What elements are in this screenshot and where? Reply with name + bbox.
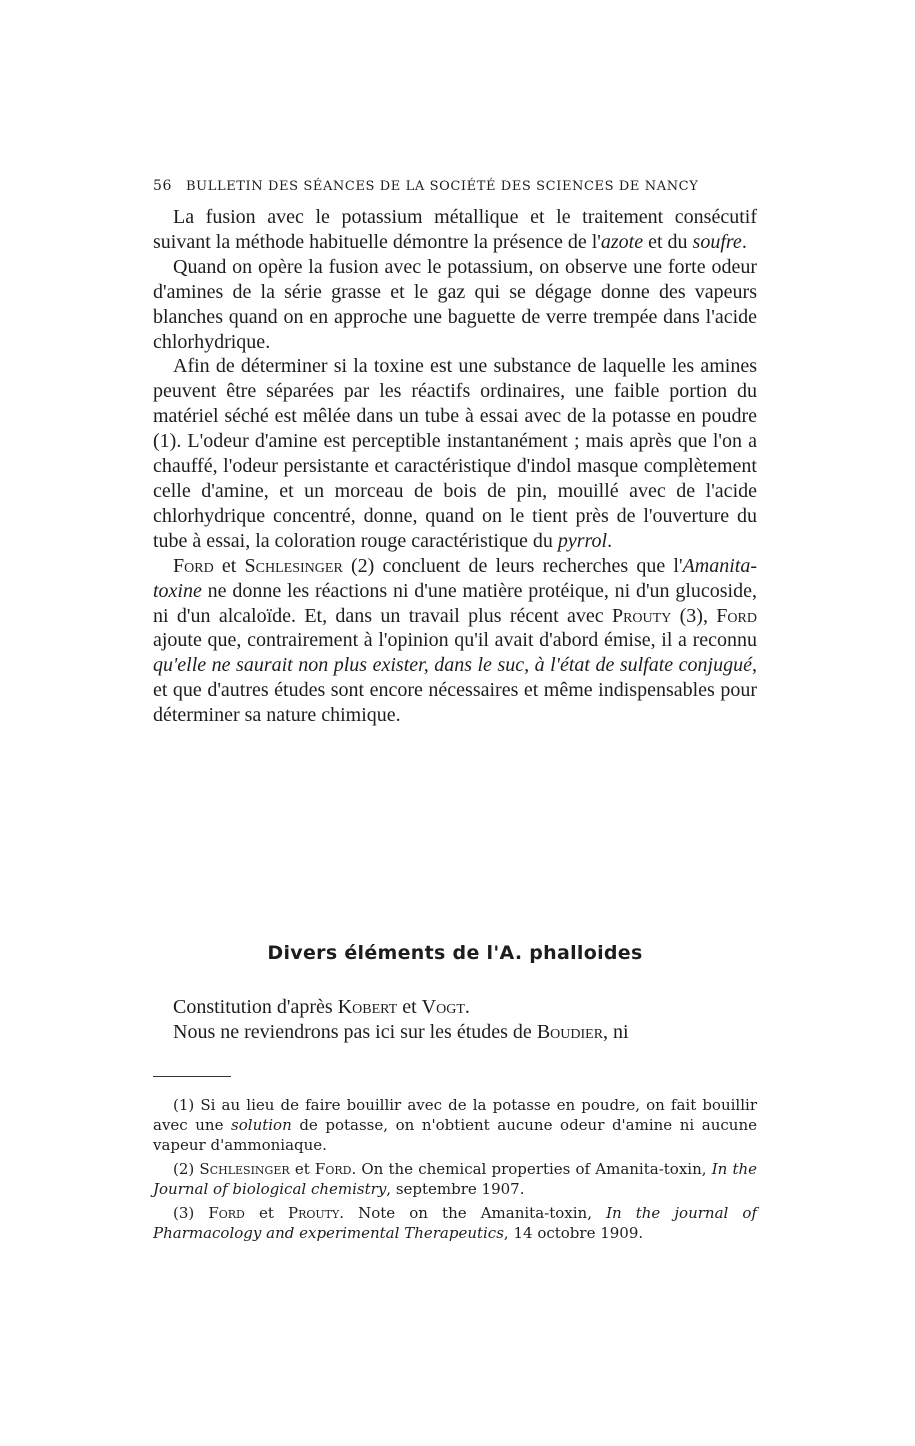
italic-run: solution [231, 1116, 292, 1134]
italic-run: soufre [692, 230, 742, 253]
paragraph-1 [153, 205, 757, 255]
text-run: (3), [671, 604, 717, 627]
text-run: Constitution d'après [173, 996, 338, 1018]
text-run: Nous ne reviendrons pas ici sur les études de [173, 1021, 537, 1043]
author-name: Ford [208, 1204, 245, 1222]
italic-run: In the journal of Pharmacology and experimental Therapeutics [153, 1204, 757, 1242]
text-run: . [464, 996, 470, 1018]
text-run: et [213, 554, 245, 577]
text-run: ajoute que, contrairement à l'opinion qu'il avait d'abord émise, il a reconnu [153, 629, 757, 652]
italic-run: qu'elle ne saurait non plus exister, dans le suc, à l'état de sulfate conjugué [153, 654, 752, 677]
author-name: Ford [716, 604, 757, 627]
page-number: 56 [153, 178, 173, 194]
author-name: Ford [314, 1160, 352, 1178]
text-run: et [289, 1160, 315, 1178]
author-name: Kobert [337, 996, 398, 1018]
paragraph-3 [153, 354, 757, 553]
section-heading: Divers éléments de l'A. phalloides [267, 942, 643, 964]
paragraph-4 [153, 554, 757, 728]
text-run: , 14 octobre 1909. [503, 1224, 644, 1242]
footnote-3 [153, 1203, 757, 1243]
paragraph-5 [153, 995, 757, 1020]
author-name: Ford [173, 554, 214, 577]
text-run: . Note on the Amanita-toxin, [339, 1204, 607, 1222]
italic-run: Amanita-toxine [153, 554, 758, 602]
text-run: et [397, 996, 422, 1018]
italic-run: pyrrol [557, 529, 608, 552]
author-name: Vogt [421, 996, 465, 1018]
text-run: (2) [173, 1160, 200, 1178]
running-header [153, 178, 765, 194]
footnote-2 [153, 1159, 757, 1199]
author-name: Prouty [611, 604, 672, 627]
footnotes [153, 1095, 757, 1247]
text-run: . On the chemical properties of Amanita-toxin, [351, 1160, 712, 1178]
text-run: . [607, 529, 613, 552]
italic-run: In the Journal of biological chemistry [153, 1160, 758, 1198]
running-title: BULLETIN DES SÉANCES DE LA SOCIÉTÉ DES SCIENCES DE NANCY [186, 179, 699, 194]
text-run: et du [643, 230, 693, 253]
text-run: La fusion avec le potassium métallique et le traitement consécutif suivant la méthode habituelle démontre la présence de l' [153, 206, 757, 253]
author-name: Schlesinger [244, 554, 343, 577]
text-run: (1) Si au lieu de faire bouillir avec de la potasse en poudre, on fait bouillir avec une [153, 1096, 757, 1134]
text-run: (2) concluent de leurs recherches que l' [342, 554, 683, 577]
main-text [153, 205, 757, 728]
paragraph-2: Quand on opère la fusion avec le potassium, on observe une forte odeur d'amines de la série grasse et le gaz qui se dégage donne des vapeurs blanches quand on en approche une baguette de verre trempée dans l'acide chlorhydrique. [153, 255, 757, 353]
text-run: , et que d'autres études sont encore nécessaires et même indispensables pour déterminer sa nature chimique. [153, 654, 757, 727]
text-run: , ni [603, 1021, 629, 1043]
text-run: , septembre 1907. [386, 1180, 525, 1198]
paragraph-6 [153, 1020, 757, 1045]
italic-run: azote [600, 230, 644, 253]
text-run: de potasse, on n'obtient aucune odeur d'amine ni aucune vapeur d'ammoniaque. [153, 1116, 757, 1154]
text-run: et [244, 1204, 288, 1222]
text-run: ne donne les réactions ni d'une matière protéique, ni d'un glucoside, ni d'un alcaloïde. Et, dans un travail plus récent avec [153, 579, 757, 627]
author-name: Prouty [287, 1204, 340, 1222]
text-run: Afin de déterminer si la toxine est une substance de laquelle les amines peuvent être séparées par les réactifs ordinaires, une faible portion du matériel séché est mêlée dans un tube à essai avec de la potasse en poudre (1). L'odeur d'amine est perceptible instantanément ; mais après que l'on a chauffé, l'odeur persistante et caractéristique d'indol masque complètement celle d'amine, et un morceau de bois de pin, mouillé avec de l'acide chlorhydrique concentré, donne, quand on le tient près de l'ouverture du tube à essai, la coloration rouge caractéristique du [153, 355, 757, 552]
footnote-separator [153, 1076, 231, 1077]
text-run: (3) [173, 1204, 209, 1222]
footnote-1 [153, 1095, 757, 1155]
author-name: Boudier [536, 1021, 604, 1043]
section-text [153, 995, 757, 1045]
text-run: . [741, 230, 747, 253]
author-name: Schlesinger [199, 1160, 290, 1178]
